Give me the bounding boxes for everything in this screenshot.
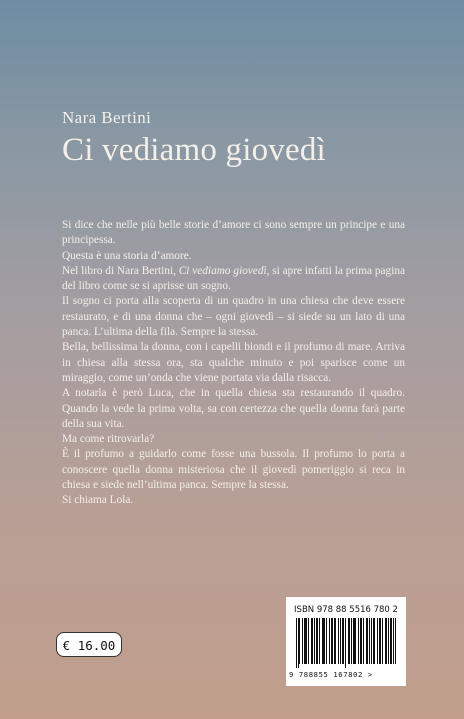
barcode-bar [302,618,303,664]
blurb-paragraph: Bella, bellissima la donna, con i capelli biondi e il profumo di mare. Arriva in chiesa alla stessa ora, sta qualche minuto e poi sparisce come un miraggio, come un’onda che viene portata via dalla risacca. [62,341,405,384]
barcode-bar [366,618,367,664]
barcode-bar [385,618,386,664]
barcode-bar [393,618,394,664]
barcode-bar [377,618,378,664]
barcode-bar [373,618,374,664]
blurb-paragraph: Si dice che nelle più belle storie d’amore ci sono sempre un principe e una principessa. [62,219,405,247]
blurb-italic-title: Ci vediamo giovedì [178,264,267,277]
barcode-bar [367,618,368,664]
barcode-bar [391,618,392,664]
price-tag: € 16.00 [56,632,122,657]
barcode-bar [360,618,361,664]
blurb-paragraph: È il profumo a guidarlo come fosse una bussola. Il profumo lo porta a conoscere quella donna misteriosa che il giovedì pomeriggio si reca in chiesa e siede nell’ultima panca. Sempre la stessa. [62,448,405,492]
barcode-bar [369,618,370,664]
barcode-bar [323,618,324,664]
barcode-bar [345,618,346,668]
barcode-bar [332,618,333,664]
barcode-bar [363,618,364,664]
blurb-text: , si apre infatti la prima pagina del libro come se si aprisse un sogno. [62,264,405,293]
barcode-bar [371,618,372,664]
ean-digits: 9 788855 167802 > [289,670,373,679]
barcode-bars [296,618,397,668]
blurb-paragraph: Ma come ritrovarla? [62,433,155,446]
barcode-bar [374,618,375,664]
barcode-bar [329,618,330,664]
barcode-bar [349,618,350,664]
barcode-bar [353,618,354,664]
blurb-paragraph: A notarla è però Luca, che in quella chiesa sta restaurando il quadro. Quando la vede la prima volta, sa con certezza che quella donna farà parte della sua vita. [62,387,405,430]
barcode-bar [343,618,344,664]
barcode-bar [335,618,336,664]
barcode-bar [358,618,359,664]
barcode-bar [380,618,381,664]
blurb-paragraph: Questa è una storia d’amore. [62,249,192,262]
barcode-bar [306,618,307,664]
barcode-bar [316,618,317,664]
book-title: Ci vediamo giovedì [62,132,326,168]
barcode-bar [331,618,332,664]
barcode-bar [326,618,327,664]
back-cover-blurb [62,218,405,509]
barcode-bar [354,618,355,664]
blurb-paragraph [62,264,405,295]
blurb-text: Nel libro di Nara Bertini, [62,264,179,277]
barcode-bar [296,618,297,668]
barcode-bar [299,618,300,664]
author-name: Nara Bertini [62,108,152,127]
barcode-bar [395,618,396,664]
barcode-bar [319,618,320,664]
barcode-bar [312,618,313,664]
barcode-bar [379,618,380,664]
barcode-bar [308,618,309,664]
isbn-label: ISBN 978 88 5516 780 2 [294,605,398,615]
barcode-bar [386,618,387,664]
barcode-bar [304,618,305,664]
barcode-bar [348,618,349,664]
barcode-box [286,597,406,686]
barcode-bar [355,618,356,664]
blurb-paragraph: Si chiama Lola. [62,494,134,507]
barcode-bar [324,618,325,664]
barcode-bar [340,618,341,664]
barcode-bar [382,618,383,664]
barcode-bar [338,618,339,664]
barcode-bar [305,618,306,664]
barcode-bar [390,618,391,664]
barcode-bar [317,618,318,664]
barcode-bar [388,618,389,664]
barcode-bar [322,618,323,664]
blurb-paragraph: Il sogno ci porta alla scoperta di un quadro in una chiesa che deve essere restaurato, e di una donna che – ogni giovedì – si siede su un lato di una panca. L’ultima della fila. Sempre la stessa. [62,295,405,339]
barcode-bar [314,618,315,664]
barcode-bar [311,618,312,664]
barcode-bar [342,618,343,664]
barcode-bar [334,618,335,664]
barcode-bar [361,618,362,664]
barcode-bar [298,618,299,668]
barcode-bar [351,618,352,664]
